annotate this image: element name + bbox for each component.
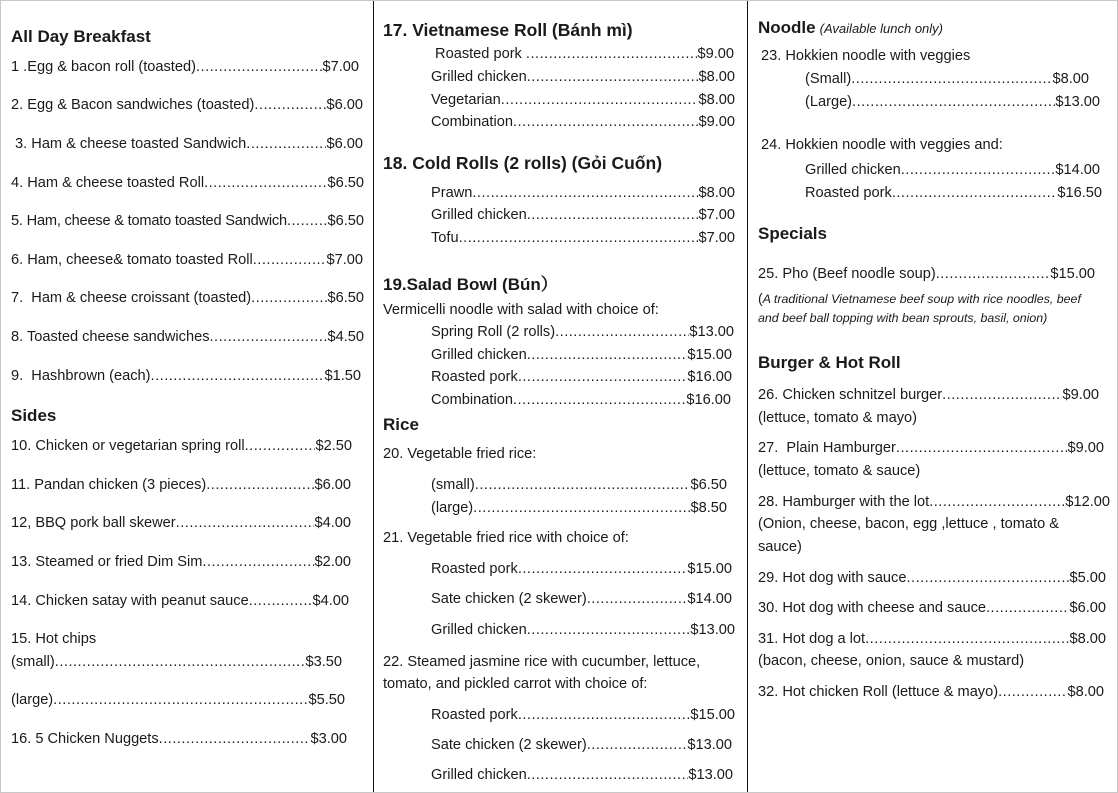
menu-item xyxy=(758,386,1099,404)
leader-dots xyxy=(204,174,327,192)
leader-dots xyxy=(254,96,326,114)
leader-dots xyxy=(176,514,315,532)
item-price: $15.00 xyxy=(687,561,732,577)
item-price: $13.00 xyxy=(688,767,733,783)
menu-item xyxy=(805,184,1102,202)
menu-item xyxy=(431,766,733,784)
menu-item xyxy=(11,174,364,192)
menu-item xyxy=(431,368,732,386)
item-description: (lettuce, tomato & mayo) xyxy=(758,410,917,426)
item-name: Roasted pork xyxy=(431,46,526,62)
item-price: $9.00 xyxy=(1062,387,1099,403)
item-price: $6.50 xyxy=(327,290,364,306)
menu-item xyxy=(758,630,1106,648)
menu-item xyxy=(431,391,731,409)
leader-dots xyxy=(527,621,691,639)
menu-item xyxy=(431,736,732,754)
menu-item xyxy=(11,553,351,571)
item-title-hot-chips: 15. Hot chips xyxy=(11,631,97,647)
item-name: Tofu xyxy=(431,230,459,246)
menu-item xyxy=(11,58,359,76)
section-title-sides: Sides xyxy=(11,406,57,425)
item-name: Vegetarian xyxy=(431,92,501,108)
leader-dots xyxy=(472,184,698,202)
leader-dots xyxy=(998,683,1067,701)
item-name: 14. Chicken satay with peanut sauce xyxy=(11,593,249,609)
menu-column-1 xyxy=(1,1,372,792)
item-description: (bacon, cheese, onion, sauce & mustard) xyxy=(758,653,1025,669)
leader-dots xyxy=(501,91,699,109)
leader-dots xyxy=(518,706,691,724)
item-price: $6.00 xyxy=(326,97,363,113)
leader-dots xyxy=(901,161,1056,179)
menu-item xyxy=(805,93,1100,111)
item-price: $12.00 xyxy=(1065,494,1110,510)
section-title-cold-rolls: 18. Cold Rolls (2 rolls) (Gỏi Cuốn) xyxy=(383,153,663,173)
item-name: 30. Hot dog with cheese and sauce xyxy=(758,600,986,616)
item-price: $13.00 xyxy=(689,324,734,340)
item-price: $5.50 xyxy=(308,692,345,708)
item-price: $2.50 xyxy=(315,438,352,454)
item-name: Roasted pork xyxy=(431,561,518,577)
menu-item xyxy=(431,476,727,494)
menu-item xyxy=(431,184,735,202)
item-name: Grilled chicken xyxy=(431,347,527,363)
section-title-noodle: Noodle xyxy=(758,18,816,37)
item-name: Combination xyxy=(431,114,513,130)
item-price: $8.00 xyxy=(1052,71,1089,87)
item-price: $8.00 xyxy=(698,185,735,201)
item-title-continued: tomato, and pickled carrot with choice of: xyxy=(383,676,648,692)
item-price: $6.00 xyxy=(314,477,351,493)
leader-dots xyxy=(518,560,688,578)
leader-dots xyxy=(942,386,1062,404)
menu-item xyxy=(431,323,734,341)
item-price: $14.00 xyxy=(687,591,732,607)
item-price: $8.00 xyxy=(698,69,735,85)
item-price: $16.00 xyxy=(687,369,732,385)
menu-item xyxy=(11,96,363,114)
item-description-continued: sauce) xyxy=(758,539,802,555)
menu-item xyxy=(11,514,351,532)
item-name: (Small) xyxy=(805,71,852,87)
menu-item xyxy=(431,590,732,608)
item-name: 16. 5 Chicken Nuggets xyxy=(11,731,159,747)
item-name: 12, BBQ pork ball skewer xyxy=(11,515,176,531)
item-price: $4.50 xyxy=(327,329,364,345)
menu-item xyxy=(11,691,345,709)
section-description: Vermicelli noodle with salad with choice of: xyxy=(383,302,659,318)
item-price: $6.50 xyxy=(327,213,364,229)
item-name: (small) xyxy=(431,477,475,493)
leader-dots xyxy=(246,135,326,153)
item-name: 8. Toasted cheese sandwiches xyxy=(11,329,210,345)
leader-dots xyxy=(936,265,1051,283)
item-name: 6. Ham, cheese& tomato toasted Roll xyxy=(11,252,253,268)
leader-dots xyxy=(245,437,316,455)
item-name: 28. Hamburger with the lot xyxy=(758,494,930,510)
menu-item xyxy=(758,569,1106,587)
item-name: 5. Ham, cheese & tomato toasted Sandwich xyxy=(11,213,287,229)
menu-item xyxy=(431,706,735,724)
menu-column-2 xyxy=(373,1,747,792)
item-title: 21. Vegetable fried rice with choice of: xyxy=(383,530,629,546)
item-name: 2. Egg & Bacon sandwiches (toasted) xyxy=(11,97,255,113)
leader-dots xyxy=(852,93,1055,111)
item-price: $13.00 xyxy=(1055,94,1100,110)
item-price: $5.00 xyxy=(1069,570,1106,586)
leader-dots xyxy=(896,439,1068,457)
menu-item xyxy=(431,45,734,63)
menu-item xyxy=(431,346,732,364)
item-price: $9.00 xyxy=(697,46,734,62)
leader-dots xyxy=(892,184,1058,202)
leader-dots xyxy=(473,499,690,517)
item-name: Prawn xyxy=(431,185,473,201)
item-price: $8.00 xyxy=(1067,684,1104,700)
item-price: $7.00 xyxy=(698,207,735,223)
menu-column-3 xyxy=(747,1,1118,792)
leader-dots xyxy=(287,212,328,230)
menu-item xyxy=(431,560,732,578)
item-price: $2.00 xyxy=(314,554,351,570)
item-description: (Onion, cheese, bacon, egg ,lettuce , tomato & xyxy=(758,516,1059,532)
item-description xyxy=(758,289,1081,308)
item-price: $3.50 xyxy=(305,654,342,670)
item-name: 13. Steamed or fried Dim Sim xyxy=(11,554,203,570)
menu-item xyxy=(11,367,361,385)
item-name: 11. Pandan chicken (3 pieces) xyxy=(11,477,207,493)
item-price: $3.00 xyxy=(310,731,347,747)
menu-item xyxy=(11,437,352,455)
menu-item xyxy=(431,621,735,639)
item-price: $16.50 xyxy=(1057,185,1102,201)
item-price: $4.00 xyxy=(314,515,351,531)
menu-item xyxy=(11,653,342,671)
item-price: $8.00 xyxy=(1069,631,1106,647)
leader-dots xyxy=(513,391,686,409)
leader-dots xyxy=(251,289,327,307)
item-price: $15.00 xyxy=(687,347,732,363)
menu-item xyxy=(11,592,349,610)
item-price: $6.50 xyxy=(690,477,727,493)
item-name: 26. Chicken schnitzel burger xyxy=(758,387,943,403)
item-name: Sate chicken (2 skewer) xyxy=(431,591,587,607)
leader-dots xyxy=(210,328,328,346)
item-name: 3. Ham & cheese toasted Sandwich xyxy=(11,136,247,152)
leader-dots xyxy=(526,45,698,63)
menu-item xyxy=(431,229,735,247)
menu-item xyxy=(11,730,347,748)
item-price: $4.00 xyxy=(312,593,349,609)
menu-item xyxy=(431,206,735,224)
menu-item xyxy=(431,91,735,109)
item-name: Spring Roll (2 rolls) xyxy=(431,324,556,340)
menu-item xyxy=(11,135,363,153)
item-description: (lettuce, tomato & sauce) xyxy=(758,463,921,479)
item-price: $9.00 xyxy=(698,114,735,130)
item-name: 7. Ham & cheese croissant (toasted) xyxy=(11,290,252,306)
item-name: (large) xyxy=(431,500,474,516)
item-name: 32. Hot chicken Roll (lettuce & mayo) xyxy=(758,684,999,700)
section-header-noodle xyxy=(758,18,943,38)
desc-open-paren: ( xyxy=(758,290,763,306)
section-subtitle: (Available lunch only) xyxy=(819,21,944,36)
item-name: 10. Chicken or vegetarian spring roll xyxy=(11,438,245,454)
item-name: Roasted pork xyxy=(805,185,892,201)
leader-dots xyxy=(159,730,311,748)
section-title-breakfast: All Day Breakfast xyxy=(11,27,151,46)
item-price: $7.00 xyxy=(698,230,735,246)
desc-line: A traditional Vietnamese beef soup with rice noodles, beef xyxy=(762,292,1081,306)
leader-dots xyxy=(518,368,688,386)
leader-dots xyxy=(906,569,1069,587)
leader-dots xyxy=(253,251,327,269)
item-price: $13.00 xyxy=(687,737,732,753)
item-name: 29. Hot dog with sauce xyxy=(758,570,907,586)
section-title-burger: Burger & Hot Roll xyxy=(758,353,901,372)
menu-item xyxy=(11,212,364,230)
leader-dots xyxy=(527,346,688,364)
leader-dots xyxy=(527,68,699,86)
item-price: $14.00 xyxy=(1055,162,1100,178)
item-price: $8.50 xyxy=(690,500,727,516)
leader-dots xyxy=(527,766,689,784)
menu-item xyxy=(758,599,1106,617)
menu-item xyxy=(431,499,727,517)
item-name: 4. Ham & cheese toasted Roll xyxy=(11,175,205,191)
item-name: (small) xyxy=(11,654,55,670)
item-name: Grilled chicken xyxy=(431,767,527,783)
menu-item xyxy=(431,68,735,86)
leader-dots xyxy=(587,590,688,608)
item-price: $16.00 xyxy=(686,392,731,408)
item-price: $7.00 xyxy=(326,252,363,268)
item-price: $13.00 xyxy=(690,622,735,638)
leader-dots xyxy=(55,653,306,671)
item-price: $9.00 xyxy=(1067,440,1104,456)
leader-dots xyxy=(851,70,1052,88)
leader-dots xyxy=(196,58,323,76)
item-name: 27. Plain Hamburger xyxy=(758,440,896,456)
leader-dots xyxy=(929,493,1065,511)
item-name: Grilled chicken xyxy=(431,69,527,85)
item-price: $6.00 xyxy=(326,136,363,152)
menu-item xyxy=(11,476,351,494)
item-name: (large) xyxy=(11,692,54,708)
menu-item xyxy=(11,289,364,307)
menu-item xyxy=(758,493,1110,511)
item-name: Grilled chicken xyxy=(431,207,527,223)
item-price: $8.00 xyxy=(698,92,735,108)
item-price: $6.50 xyxy=(327,175,364,191)
leader-dots xyxy=(527,206,699,224)
item-title: 20. Vegetable fried rice: xyxy=(383,446,537,462)
item-name: (Large) xyxy=(805,94,853,110)
item-name: Roasted pork xyxy=(431,369,518,385)
item-price: $6.00 xyxy=(1069,600,1106,616)
menu-item xyxy=(11,328,364,346)
leader-dots xyxy=(865,630,1069,648)
item-name: 9. Hashbrown (each) xyxy=(11,368,151,384)
item-name: Roasted pork xyxy=(431,707,518,723)
item-price: $1.50 xyxy=(324,368,361,384)
menu-item xyxy=(11,251,363,269)
item-title: 23. Hokkien noodle with veggies xyxy=(761,48,971,64)
item-name: Grilled chicken xyxy=(431,622,527,638)
leader-dots xyxy=(986,599,1069,617)
item-name: 1 .Egg & bacon roll (toasted) xyxy=(11,59,196,75)
leader-dots xyxy=(151,367,325,385)
item-name: 25. Pho (Beef noodle soup) xyxy=(758,266,936,282)
section-title-banh-mi: 17. Vietnamese Roll (Bánh mì) xyxy=(383,20,633,40)
menu-item xyxy=(758,683,1104,701)
item-name: Combination xyxy=(431,392,513,408)
leader-dots xyxy=(249,592,313,610)
section-title-specials: Specials xyxy=(758,224,827,243)
section-title-bun: 19.Salad Bowl (Bún） xyxy=(383,275,558,294)
menu-item xyxy=(758,439,1104,457)
item-title: 24. Hokkien noodle with veggies and: xyxy=(761,137,1003,153)
leader-dots xyxy=(475,476,691,494)
leader-dots xyxy=(513,113,699,131)
item-title: 22. Steamed jasmine rice with cucumber, lettuce, xyxy=(383,654,701,670)
leader-dots xyxy=(206,476,314,494)
item-price: $15.00 xyxy=(1050,266,1095,282)
menu-item xyxy=(805,70,1089,88)
menu-item xyxy=(805,161,1100,179)
menu-item xyxy=(431,113,735,131)
item-name: Grilled chicken xyxy=(805,162,901,178)
item-price: $15.00 xyxy=(690,707,735,723)
leader-dots xyxy=(459,229,699,247)
leader-dots xyxy=(202,553,314,571)
item-description-continued: and beef ball topping with bean sprouts, basil, onion) xyxy=(758,311,1048,325)
leader-dots xyxy=(587,736,688,754)
item-name: Sate chicken (2 skewer) xyxy=(431,737,587,753)
item-name: 31. Hot dog a lot xyxy=(758,631,866,647)
leader-dots xyxy=(555,323,689,341)
item-price: $7.00 xyxy=(322,59,359,75)
leader-dots xyxy=(53,691,308,709)
section-title-rice: Rice xyxy=(383,415,419,434)
menu-item xyxy=(758,265,1095,283)
